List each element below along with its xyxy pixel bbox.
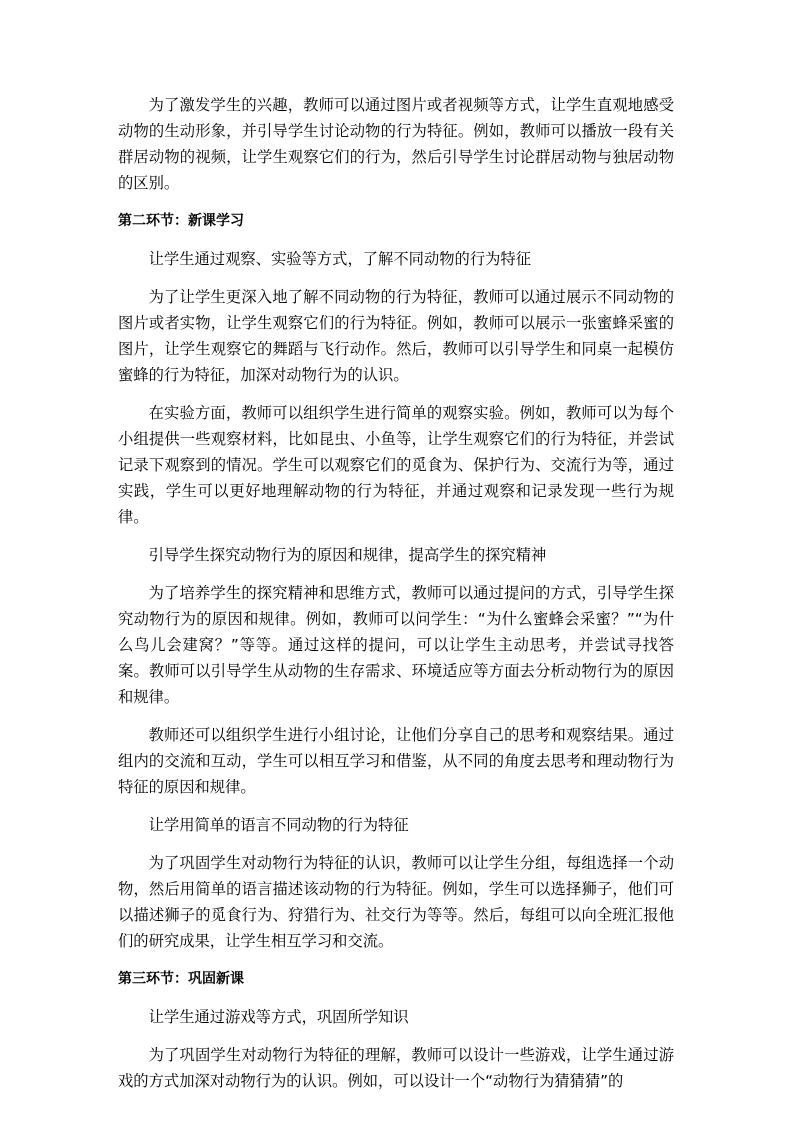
section-heading-2: 第二环节：新课学习: [118, 213, 244, 229]
paragraph-games: 为了巩固学生对动物行为特征的理解，教师可以设计一些游戏，让学生通过游戏的方式加深对动物行为的认识。例如，可以设计一个“动物行为猜猜猜”的: [118, 1046, 674, 1090]
subheading-explore: 引导学生探究动物行为的原因和规律，提高学生的探究精神: [148, 546, 547, 564]
document-page: [118, 92, 674, 1106]
subheading-observe: 让学生通过观察、实验等方式，了解不同动物的行为特征: [148, 250, 532, 268]
section-heading-3: 第三环节：巩固新课: [118, 971, 244, 987]
paragraph-intro: 为了激发学生的兴趣，教师可以通过图片或者视频等方式，让学生直观地感受动物的生动形象，并引导学生讨论动物的行为特征。例如，教师可以播放一段有关群居动物的视频，让学生观察它们的行为，然后引导学生讨论群居动物与独居动物的区别。: [118, 96, 674, 192]
subheading-describe: 让学用简单的语言不同动物的行为特征: [148, 816, 409, 834]
paragraph-experiment: 在实验方面，教师可以组织学生进行简单的观察实验。例如，教师可以为每个小组提供一些观察材料，比如昆虫、小鱼等，让学生观察它们的行为特征，并尝试记录下观察到的情况。学生可以观察它们的觅食为、保护行为、交流行为等，通过实践，学生可以更好地理解动物的行为特征，并通过观察和记录发现一些行为规律。: [118, 404, 674, 526]
paragraph-group-discussion: 教师还可以组织学生进行小组讨论，让他们分享自己的思考和观察结果。通过组内的交流和互动，学生可以相互学习和借鉴，从不同的角度去思考和理动物行为特征的原因和规律。: [118, 726, 674, 796]
paragraph-group-report: 为了巩固学生对动物行为特征的认识，教师可以让学生分组，每组选择一个动物，然后用简单的语言描述该动物的行为特征。例如，学生可以选择狮子，他们可以描述狮子的觅食行为、狩猎行为、社交行为等等。然后，每组可以向全班汇报他们的研究成果，让学生相互学习和交流。: [118, 854, 674, 950]
subheading-games: 让学生通过游戏等方式，巩固所学知识: [148, 1008, 409, 1026]
paragraph-observe-images: 为了让学生更深入地了解不同动物的行为特征，教师可以通过展示不同动物的图片或者实物，让学生观察它们的行为特征。例如，教师可以展示一张蜜蜂采蜜的图片，让学生观察它的舞蹈与飞行动作。然后，教师可以引导学生和同桌一起模仿蜜蜂的行为特征，加深对动物行为的认识。: [118, 288, 674, 384]
paragraph-questions: 为了培养学生的探究精神和思维方式，教师可以通过提问的方式，引导学生探究动物行为的原因和规律。例如，教师可以问学生：“为什么蜜蜂会采蜜？”“为什么鸟儿会建窝？”等等。通过这样的提问，可以让学生主动思考，并尝试寻找答案。教师可以引导学生从动物的生存需求、环境适应等方面去分析动物行为的原因和规律。: [118, 584, 674, 706]
